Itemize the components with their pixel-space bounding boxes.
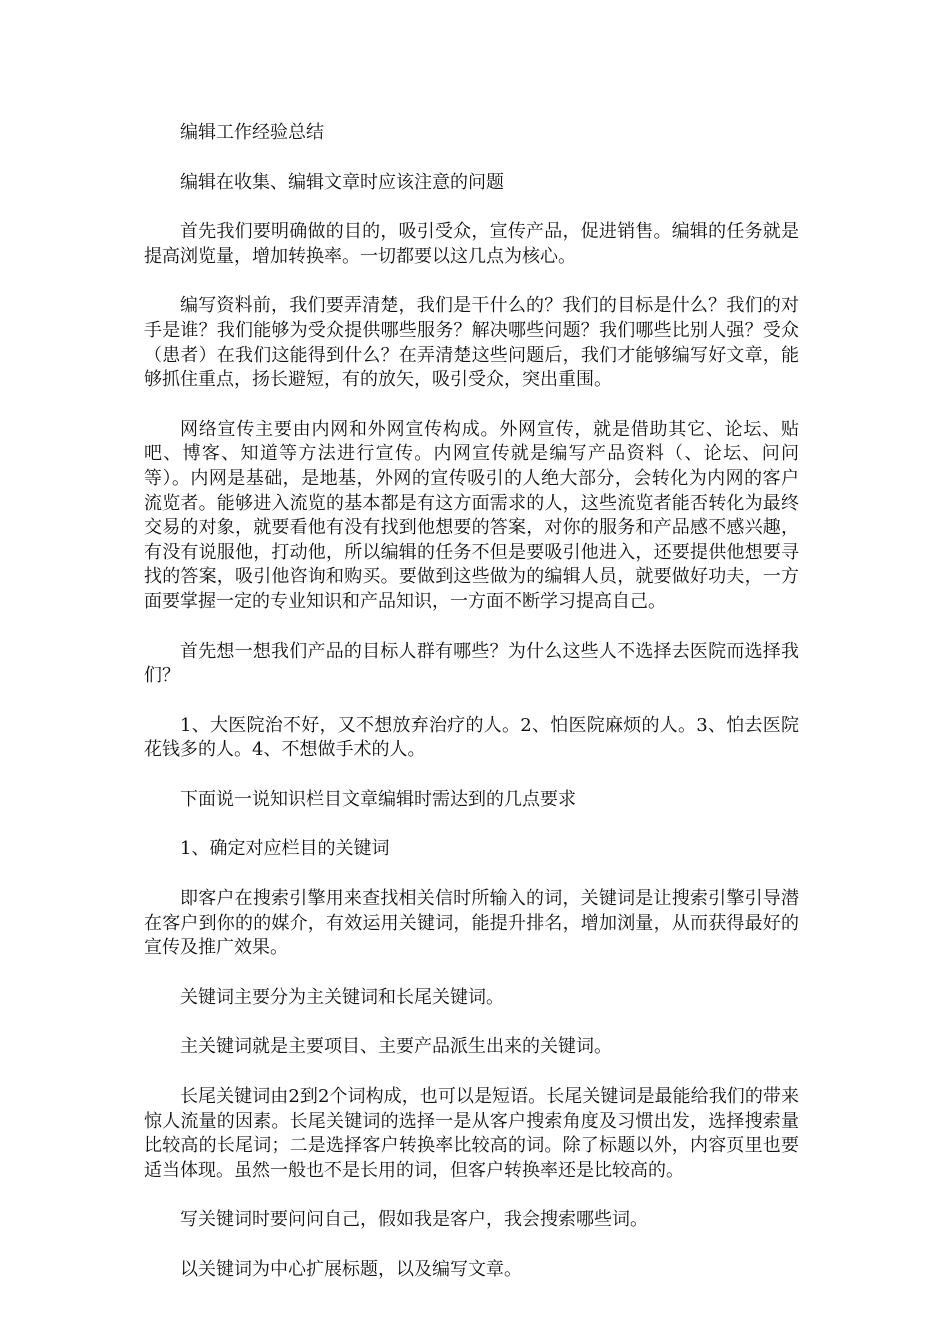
paragraph: 长尾关键词由2到2个词构成，也可以是短语。长尾关键词是最能给我们的带来惊人流量的因素。长尾关键词的选择一是从客户搜索角度及习惯出发，选择搜索量比较高的长尾词；二是选择客户转换率比较高的词。除了标题以外，内容页里也要适当体现。虽然一般也不是长用的词，但客户转换率还是比较高的。: [144, 1086, 799, 1181]
paragraph: 下面说一说知识栏目文章编辑时需达到的几点要求: [180, 788, 576, 810]
document-title: 编辑工作经验总结: [180, 122, 324, 143]
paragraph: 首先想一想我们产品的目标人群有哪些？为什么这些人不选择去医院而选择我们？: [144, 640, 799, 687]
paragraph: 编写资料前，我们要弄清楚，我们是干什么的？我们的目标是什么？我们的对手是谁？我们能够为受众提供哪些服务？解决哪些问题？我们哪些比别人强？受众（患者）在我们这能得到什么？在弄清楚这些问题后，我们才能够编写好文章，能够抓住重点，扬长避短，有的放矢，吸引受众，突出重围。: [144, 295, 799, 391]
paragraph: 即客户在搜索引擎用来查找相关信时所输入的词，关键词是让搜索引擎引导潜在客户到你的的媒介，有效运用关键词，能提升排名，增加浏量，从而获得最好的宣传及推广效果。: [144, 888, 799, 959]
paragraph: 主关键词就是主要项目、主要产品派生出来的关键词。: [180, 1036, 612, 1058]
document-body: [144, 121, 799, 1308]
paragraph: 网络宣传主要由内网和外网宣传构成。外网宣传，就是借助其它、论坛、贴吧、博客、知道等方法进行宣传。内网宣传就是编写产品资料（、论坛、问问等）。内网是基础，是地基，外网的宣传吸引的人绝大部分，会转化为内网的客户流览者。能够进入流览的基本都是有这方面需求的人，这些流览者能否转化为最终交易的对象，就要看他有没有找到他想要的答案，对你的服务和产品感不感兴趣，有没有说服他，打动他，所以编辑的任务不但是要吸引他进入，还要提供他想要寻找的答案，吸引他咨询和购买。要做到这些做为的编辑人员，就要做好功夫，一方面要掌握一定的专业知识和产品知识，一方面不断学习提高自己。: [144, 418, 799, 612]
paragraph: 关键词主要分为主关键词和长尾关键词。: [180, 986, 504, 1008]
paragraph: 1、大医院治不好，又不想放弃治疗的人。2、怕医院麻烦的人。3、怕去医院花钱多的人。4、不想做手术的人。: [144, 714, 799, 761]
paragraph: 1、确定对应栏目的关键词: [180, 838, 390, 860]
paragraph: 首先我们要明确做的目的，吸引受众，宣传产品，促进销售。编辑的任务就是提高浏览量，增加转换率。一切都要以这几点为核心。: [144, 221, 799, 267]
paragraph: 写关键词时要问问自己，假如我是客户，我会搜索哪些词。: [180, 1209, 648, 1231]
paragraph: 编辑在收集、编辑文章时应该注意的问题: [180, 171, 504, 193]
paragraph: 以关键词为中心扩展标题，以及编写文章。: [180, 1259, 522, 1280]
